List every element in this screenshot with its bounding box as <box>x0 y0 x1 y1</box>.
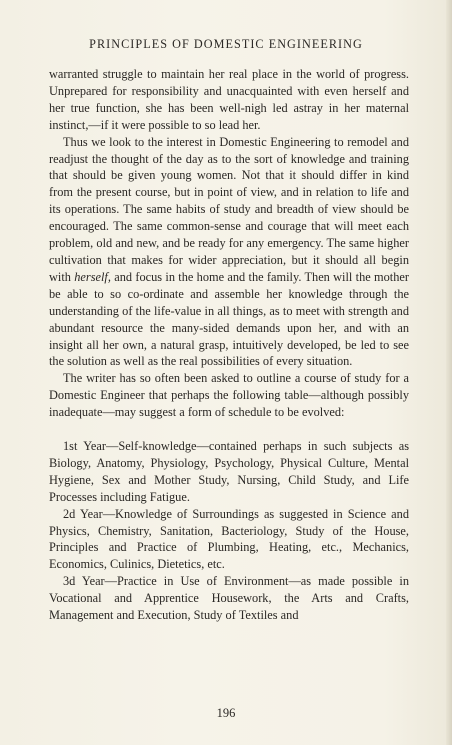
paragraph-third-year: 3d Year—Practice in Use of Environment—as made possible in Vocational and Apprentice Housework, the Arts and Crafts, Management and Execution, Study of Textiles and <box>49 574 409 623</box>
emphasis-herself: herself, <box>74 269 111 284</box>
paragraph-course-outline: The writer has so often been asked to outline a course of study for a Domestic Engineer that perhaps the following table—although possibly inadequate—may suggest a form of schedule to be evolved: <box>49 371 409 420</box>
page-number: 196 <box>216 706 236 720</box>
paragraph-first-year: 1st Year—Self-knowledge—contained perhaps in such subjects as Biology, Anatomy, Physiology, Psychology, Physical Culture, Mental Hygiene, Sex and Mother Study, Nursing, Child Study, and Life Processes including Fatigue. <box>49 439 409 504</box>
paragraph-remodel-text-end: and focus in the home and the family. Then will the mother be able to so co-ordinate and assemble her knowledge through the understanding of the life-value in all things, as to meet with strength and abundant resource the many-sided demands upon her, and with an insight all her own, a natural grasp, intuitively developed, be led to see the solution as well as the real possibilities of every situation. <box>49 269 409 369</box>
paragraph-second-year: 2d Year—Knowledge of Surroundings as suggested in Science and Physics, Chemistry, Sanitation, Bacteriology, Study of the House, Principles and Practice of Plumbing, Heating, etc., Mechanics, Economics, Culinics, Dietetics, etc. <box>49 506 409 572</box>
paragraph-continuation: warranted struggle to maintain her real place in the world of progress. Unprepared for responsibility and unacquainted with even herself and her true function, she has been well-nigh led astray in her maternal instinct,—if it were possible to so lead her. <box>49 67 409 132</box>
running-head: PRINCIPLES OF DOMESTIC ENGINEERING <box>89 37 363 51</box>
paragraph-remodel-text-start: Thus we look to the interest in Domestic Engineering to remodel and readjust the thought of the day as to the sort of knowledge and training that should be given young women. Not that it should differ in kind from the present course, but in point of view, and in relation to life and its operations. The same habits of study and breadth of view should be encouraged. The same common-sense and courage that will meet each problem, old and new, and be ready for any emergency. The same higher cultivation that makes for wider appreciation, but it should all begin with <box>49 134 409 284</box>
page-edge <box>446 0 452 745</box>
body-text <box>49 66 409 624</box>
paragraph-remodel <box>49 134 409 371</box>
